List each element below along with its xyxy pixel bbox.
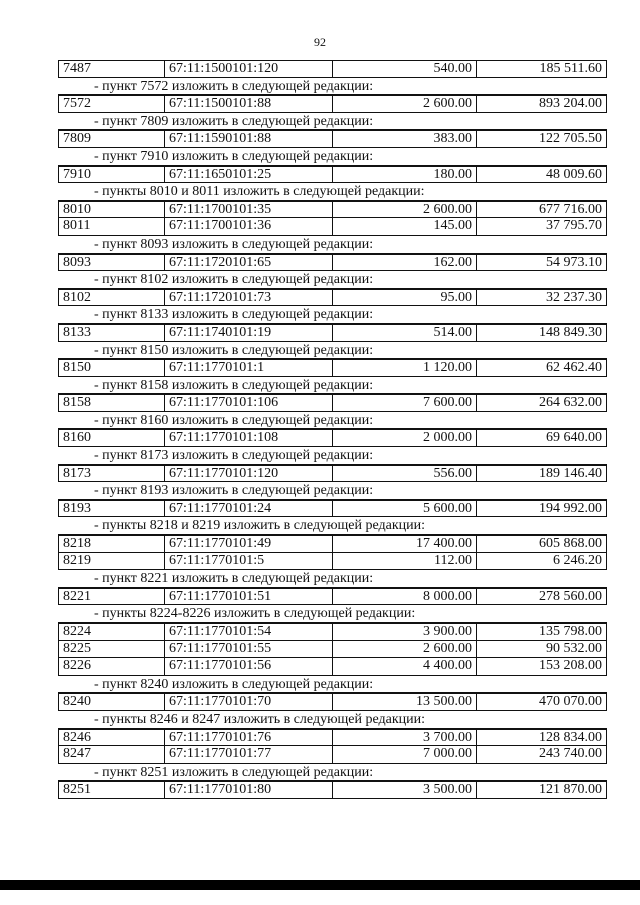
amendment-heading: - пункты 8224-8226 изложить в следующей редакции: bbox=[58, 605, 607, 623]
cadastral-number-cell: 67:11:1770101:5 bbox=[165, 553, 333, 570]
area-cell: 2 600.00 bbox=[333, 96, 477, 112]
table-row bbox=[58, 166, 607, 184]
table-row bbox=[58, 218, 607, 236]
area-cell: 8 000.00 bbox=[333, 589, 477, 605]
item-number-cell: 8221 bbox=[59, 589, 165, 605]
cadastral-number-cell: 67:11:1770101:24 bbox=[165, 501, 333, 517]
bottom-rule bbox=[0, 880, 640, 890]
cadastral-number-cell: 67:11:1720101:73 bbox=[165, 290, 333, 306]
item-number-cell: 8102 bbox=[59, 290, 165, 306]
value-cell: 90 532.00 bbox=[546, 640, 602, 656]
value-cell: 243 740.00 bbox=[539, 746, 602, 762]
value-cell: 153 208.00 bbox=[539, 658, 602, 674]
cadastral-number-cell: 67:11:1770101:108 bbox=[165, 430, 333, 446]
item-number-cell: 8093 bbox=[59, 255, 165, 271]
item-number-cell: 8247 bbox=[59, 746, 165, 763]
area-cell: 95.00 bbox=[333, 290, 477, 306]
cadastral-number-cell: 67:11:1700101:35 bbox=[165, 202, 333, 218]
amendment-heading: - пункты 8218 и 8219 изложить в следующей редакции: bbox=[58, 517, 607, 535]
cadastral-number-cell: 67:11:1720101:65 bbox=[165, 255, 333, 271]
value-cell: 677 716.00 bbox=[539, 201, 602, 217]
table-row bbox=[58, 359, 607, 377]
value-cell: 122 705.50 bbox=[539, 131, 602, 147]
cadastral-number-cell: 67:11:1770101:56 bbox=[165, 658, 333, 675]
value-cell: 194 992.00 bbox=[539, 500, 602, 516]
item-number-cell: 8173 bbox=[59, 466, 165, 482]
table-row bbox=[58, 553, 607, 571]
value-cell: 62 462.40 bbox=[546, 360, 602, 376]
amendment-heading: - пункт 8240 изложить в следующей редакции: bbox=[58, 676, 607, 694]
amendment-heading: - пункт 8221 изложить в следующей редакции: bbox=[58, 570, 607, 588]
cadastral-number-cell: 67:11:1770101:51 bbox=[165, 589, 333, 605]
item-number-cell: 7487 bbox=[59, 61, 165, 77]
table-row bbox=[58, 781, 607, 799]
area-cell: 13 500.00 bbox=[333, 694, 477, 710]
value-cell: 605 868.00 bbox=[539, 536, 602, 552]
value-cell: 470 070.00 bbox=[539, 694, 602, 710]
table-row bbox=[58, 254, 607, 272]
amendment-heading: - пункт 8093 изложить в следующей редакции: bbox=[58, 236, 607, 254]
cadastral-number-cell: 67:11:1770101:77 bbox=[165, 746, 333, 763]
cadastral-number-cell: 67:11:1770101:106 bbox=[165, 395, 333, 411]
table-row bbox=[58, 641, 607, 659]
area-cell: 2 600.00 bbox=[333, 202, 477, 218]
value-cell: 278 560.00 bbox=[539, 588, 602, 604]
item-number-cell: 8158 bbox=[59, 395, 165, 411]
item-number-cell: 8193 bbox=[59, 501, 165, 517]
amendment-heading: - пункт 8251 изложить в следующей редакции: bbox=[58, 764, 607, 782]
area-cell: 556.00 bbox=[333, 466, 477, 482]
amendment-heading: - пункт 8102 изложить в следующей редакции: bbox=[58, 271, 607, 289]
amendment-heading: - пункт 8173 изложить в следующей редакции: bbox=[58, 447, 607, 465]
item-number-cell: 8226 bbox=[59, 658, 165, 675]
cadastral-number-cell: 67:11:1770101:54 bbox=[165, 624, 333, 640]
area-cell: 7 600.00 bbox=[333, 395, 477, 411]
area-cell: 112.00 bbox=[333, 553, 477, 570]
table-row bbox=[58, 746, 607, 764]
item-number-cell: 8225 bbox=[59, 641, 165, 658]
cadastral-number-cell: 67:11:1700101:36 bbox=[165, 218, 333, 235]
amendment-heading: - пункт 7910 изложить в следующей редакции: bbox=[58, 148, 607, 166]
area-cell: 4 400.00 bbox=[333, 658, 477, 675]
table-row bbox=[58, 500, 607, 518]
item-number-cell: 8133 bbox=[59, 325, 165, 341]
area-cell: 540.00 bbox=[333, 61, 477, 77]
value-cell: 185 511.60 bbox=[539, 61, 602, 76]
cadastral-number-cell: 67:11:1770101:70 bbox=[165, 694, 333, 710]
value-cell: 54 973.10 bbox=[546, 254, 602, 270]
amendment-heading: - пункт 8150 изложить в следующей редакции: bbox=[58, 342, 607, 360]
cadastral-number-cell: 67:11:1770101:55 bbox=[165, 641, 333, 658]
page-number: 92 bbox=[314, 35, 326, 49]
table-row bbox=[58, 130, 607, 148]
table-row bbox=[58, 289, 607, 307]
item-number-cell: 8011 bbox=[59, 218, 165, 235]
value-cell: 37 795.70 bbox=[546, 218, 602, 234]
item-number-cell: 8219 bbox=[59, 553, 165, 570]
amendment-heading: - пункт 7572 изложить в следующей редакции: bbox=[58, 78, 607, 96]
value-cell: 48 009.60 bbox=[546, 166, 602, 182]
table-row bbox=[58, 60, 607, 78]
item-number-cell: 8246 bbox=[59, 730, 165, 746]
cadastral-number-cell: 67:11:1650101:25 bbox=[165, 167, 333, 183]
item-number-cell: 8160 bbox=[59, 430, 165, 446]
table-row bbox=[58, 729, 607, 747]
cadastral-number-cell: 67:11:1770101:49 bbox=[165, 536, 333, 552]
area-cell: 3 900.00 bbox=[333, 624, 477, 640]
value-cell: 128 834.00 bbox=[539, 729, 602, 745]
amendment-heading: - пункт 8158 изложить в следующей редакции: bbox=[58, 377, 607, 395]
value-cell: 893 204.00 bbox=[539, 96, 602, 112]
area-cell: 1 120.00 bbox=[333, 360, 477, 376]
amendment-heading: - пункты 8010 и 8011 изложить в следующей редакции: bbox=[58, 183, 607, 201]
table-row bbox=[58, 201, 607, 219]
item-number-cell: 8150 bbox=[59, 360, 165, 376]
amendment-heading: - пункт 8193 изложить в следующей редакции: bbox=[58, 482, 607, 500]
value-cell: 121 870.00 bbox=[539, 782, 602, 798]
cadastral-number-cell: 67:11:1500101:120 bbox=[165, 61, 333, 77]
area-cell: 3 700.00 bbox=[333, 730, 477, 746]
cadastral-number-cell: 67:11:1740101:19 bbox=[165, 325, 333, 341]
area-cell: 3 500.00 bbox=[333, 782, 477, 798]
area-cell: 2 600.00 bbox=[333, 641, 477, 658]
item-number-cell: 8224 bbox=[59, 624, 165, 640]
value-cell: 135 798.00 bbox=[539, 624, 602, 639]
cadastral-number-cell: 67:11:1500101:88 bbox=[165, 96, 333, 112]
item-number-cell: 8251 bbox=[59, 782, 165, 798]
table-row bbox=[58, 465, 607, 483]
table-row bbox=[58, 588, 607, 606]
value-cell: 69 640.00 bbox=[546, 430, 602, 446]
area-cell: 2 000.00 bbox=[333, 430, 477, 446]
value-cell: 32 237.30 bbox=[546, 289, 602, 305]
amendment-heading: - пункт 8133 изложить в следующей редакции: bbox=[58, 306, 607, 324]
cadastral-number-cell: 67:11:1590101:88 bbox=[165, 131, 333, 147]
area-cell: 7 000.00 bbox=[333, 746, 477, 763]
value-cell: 189 146.40 bbox=[539, 465, 602, 481]
item-number-cell: 7910 bbox=[59, 167, 165, 183]
area-cell: 5 600.00 bbox=[333, 501, 477, 517]
area-cell: 514.00 bbox=[333, 325, 477, 341]
item-number-cell: 7572 bbox=[59, 96, 165, 112]
cadastral-number-cell: 67:11:1770101:120 bbox=[165, 466, 333, 482]
item-number-cell: 7809 bbox=[59, 131, 165, 147]
table-row bbox=[58, 429, 607, 447]
table-row bbox=[58, 95, 607, 113]
item-number-cell: 8218 bbox=[59, 536, 165, 552]
table-row bbox=[58, 658, 607, 676]
cadastral-number-cell: 67:11:1770101:76 bbox=[165, 730, 333, 746]
item-number-cell: 8010 bbox=[59, 202, 165, 218]
area-cell: 383.00 bbox=[333, 131, 477, 147]
area-cell: 17 400.00 bbox=[333, 536, 477, 552]
area-cell: 162.00 bbox=[333, 255, 477, 271]
amendment-heading: - пункты 8246 и 8247 изложить в следующей редакции: bbox=[58, 711, 607, 729]
value-cell: 264 632.00 bbox=[539, 395, 602, 411]
table-row bbox=[58, 535, 607, 553]
table-row bbox=[58, 693, 607, 711]
cadastral-number-cell: 67:11:1770101:80 bbox=[165, 782, 333, 798]
value-cell: 6 246.20 bbox=[553, 552, 602, 568]
amendment-heading: - пункт 8160 изложить в следующей редакции: bbox=[58, 412, 607, 430]
document-body bbox=[58, 60, 607, 799]
area-cell: 145.00 bbox=[333, 218, 477, 235]
table-row bbox=[58, 623, 607, 641]
value-cell: 148 849.30 bbox=[539, 324, 602, 340]
area-cell: 180.00 bbox=[333, 167, 477, 183]
table-row bbox=[58, 324, 607, 342]
amendment-heading: - пункт 7809 изложить в следующей редакции: bbox=[58, 113, 607, 131]
cadastral-number-cell: 67:11:1770101:1 bbox=[165, 360, 333, 376]
item-number-cell: 8240 bbox=[59, 694, 165, 710]
table-row bbox=[58, 394, 607, 412]
